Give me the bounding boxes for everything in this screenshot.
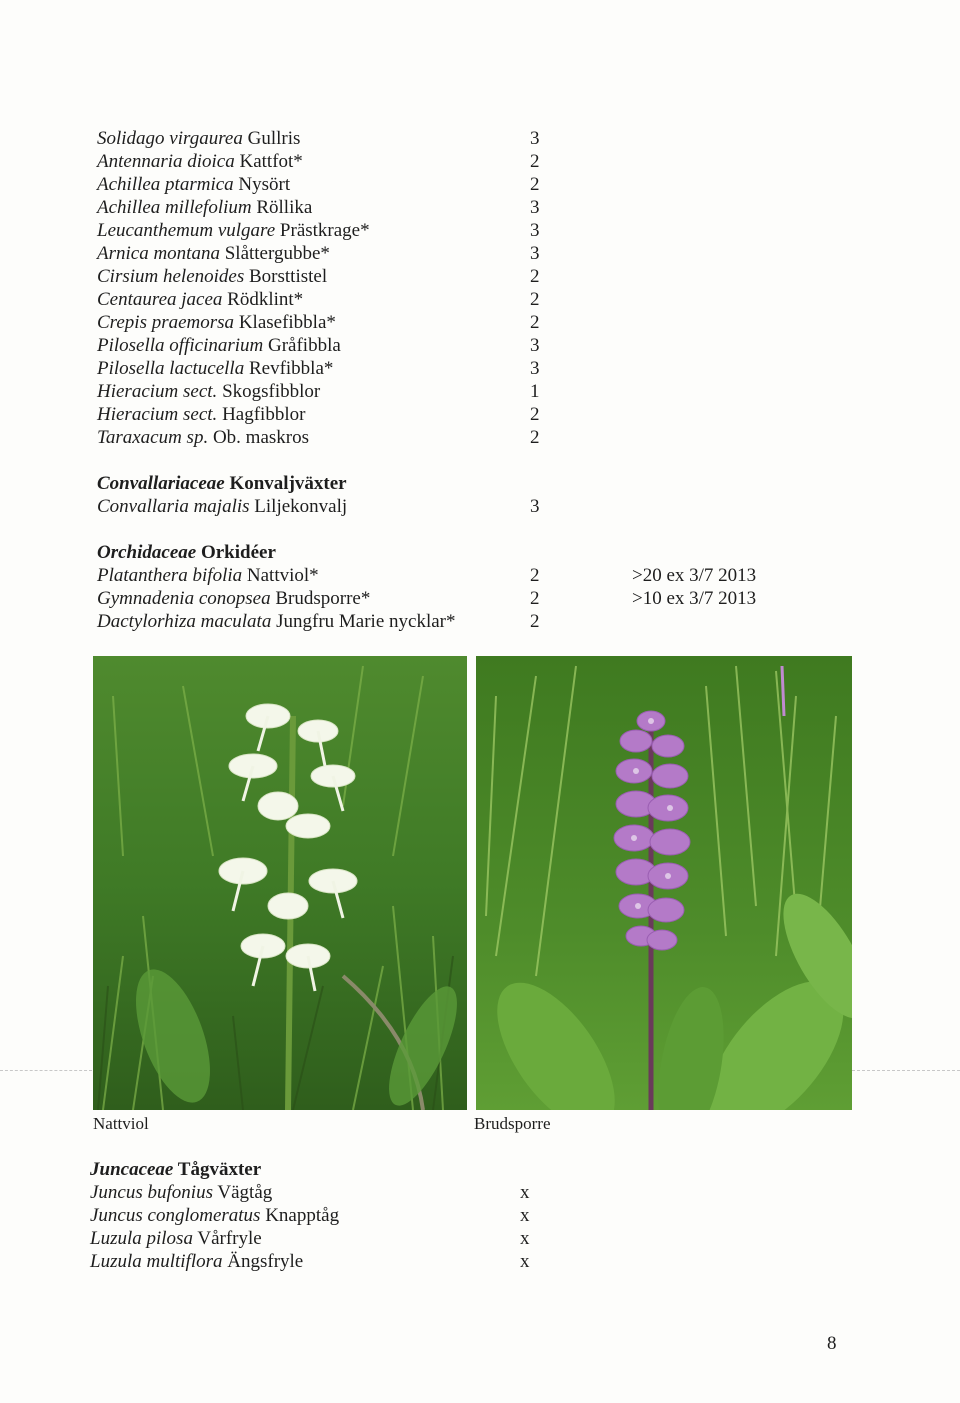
- scientific-name: Taraxacum sp.: [97, 427, 209, 448]
- common-name: Gullris: [247, 128, 301, 149]
- common-name: Vägtåg: [217, 1182, 273, 1203]
- species-row: [97, 380, 540, 403]
- observation-note: >20 ex 3/7 2013: [632, 565, 757, 586]
- common-name: Kattfot*: [239, 151, 303, 172]
- species-row: [97, 219, 540, 242]
- common-name: Borsttistel: [249, 266, 328, 287]
- common-name: Nysört: [238, 174, 291, 195]
- species-row: [97, 334, 540, 357]
- photo-caption-left: Nattviol: [93, 1114, 149, 1133]
- common-name: Brudsporre*: [275, 588, 371, 609]
- species-row: [97, 426, 540, 449]
- scientific-name: Platanthera bifolia: [97, 565, 243, 586]
- species-row: [97, 403, 540, 426]
- common-name: Röllika: [256, 197, 313, 218]
- scientific-name: Centaurea jacea: [97, 289, 223, 310]
- photo-caption-right: Brudsporre: [474, 1114, 551, 1133]
- photo-brudsporre: [476, 656, 852, 1110]
- scientific-name: Luzula multiflora: [90, 1251, 223, 1272]
- species-row: [97, 610, 540, 633]
- abundance-value: 2: [530, 611, 540, 632]
- family-heading-convallariaceae: [97, 472, 347, 495]
- family-heading-juncaceae: [90, 1158, 261, 1181]
- scientific-name: Hieracium sect.: [97, 381, 218, 402]
- abundance-value: x: [520, 1228, 530, 1249]
- scientific-name: Pilosella officinarium: [97, 335, 264, 356]
- species-row: [97, 150, 540, 173]
- species-row: [90, 1250, 530, 1273]
- species-row: [97, 173, 540, 196]
- common-name: Revfibbla*: [248, 358, 334, 379]
- scientific-name: Arnica montana: [97, 243, 220, 264]
- scientific-name: Pilosella lactucella: [97, 358, 245, 379]
- species-row: [90, 1204, 530, 1227]
- common-name: Nattviol*: [246, 565, 319, 586]
- scientific-name: Convallaria majalis: [97, 496, 250, 517]
- species-row: [97, 288, 540, 311]
- family-common-name: Tågväxter: [177, 1159, 262, 1180]
- scientific-name: Juncus bufonius: [90, 1182, 213, 1203]
- common-name: Ob. maskros: [212, 427, 310, 448]
- scan-mark: [852, 1070, 960, 1071]
- common-name: Hagfibblor: [222, 404, 306, 425]
- common-name: Rödklint*: [227, 289, 304, 310]
- species-row: [97, 311, 540, 334]
- abundance-value: 2: [530, 565, 540, 586]
- abundance-value: 3: [530, 358, 540, 379]
- scientific-name: Cirsium helenoides: [97, 266, 245, 287]
- common-name: Liljekonvalj: [254, 496, 348, 517]
- abundance-value: 3: [530, 220, 540, 241]
- common-name: Gråfibbla: [268, 335, 341, 356]
- scientific-name: Solidago virgaurea: [97, 128, 243, 149]
- scientific-name: Luzula pilosa: [90, 1228, 193, 1249]
- species-row: [97, 265, 540, 288]
- common-name: Jungfru Marie nycklar*: [276, 611, 456, 632]
- scientific-name: Gymnadenia conopsea: [97, 588, 271, 609]
- species-row: [90, 1227, 530, 1250]
- scientific-name: Juncus conglomeratus: [90, 1205, 261, 1226]
- species-row: [97, 196, 540, 219]
- scientific-name: Antennaria dioica: [97, 151, 235, 172]
- abundance-value: x: [520, 1205, 530, 1226]
- abundance-value: 3: [530, 496, 540, 517]
- species-row: [97, 495, 540, 518]
- scientific-name: Achillea millefolium: [97, 197, 252, 218]
- nattviol-illustration: [93, 656, 467, 1110]
- abundance-value: 2: [530, 266, 540, 287]
- abundance-value: 2: [530, 174, 540, 195]
- abundance-value: 3: [530, 335, 540, 356]
- abundance-value: 1: [530, 381, 540, 402]
- species-row: [97, 127, 540, 150]
- common-name: Slåttergubbe*: [224, 243, 330, 264]
- scan-mark: [0, 1070, 92, 1071]
- abundance-value: 2: [530, 289, 540, 310]
- abundance-value: 3: [530, 128, 540, 149]
- abundance-value: x: [520, 1182, 530, 1203]
- scientific-name: Leucanthemum vulgare: [97, 220, 276, 241]
- abundance-value: 3: [530, 197, 540, 218]
- common-name: Skogsfibblor: [222, 381, 321, 402]
- abundance-value: 2: [530, 427, 540, 448]
- page-number: 8: [827, 1333, 837, 1354]
- family-scientific-name: Convallariaceae: [97, 473, 225, 494]
- abundance-value: 2: [530, 588, 540, 609]
- species-row: [90, 1181, 530, 1204]
- family-scientific-name: Juncaceae: [90, 1159, 174, 1180]
- observation-note: >10 ex 3/7 2013: [632, 588, 757, 609]
- family-common-name: Konvaljväxter: [229, 473, 347, 494]
- species-row: [97, 564, 757, 587]
- abundance-value: 2: [530, 404, 540, 425]
- common-name: Ängsfryle: [227, 1251, 304, 1272]
- species-row: [97, 357, 540, 380]
- family-common-name: Orkidéer: [200, 542, 276, 563]
- photo-nattviol: [93, 656, 467, 1110]
- abundance-value: 2: [530, 312, 540, 333]
- scientific-name: Hieracium sect.: [97, 404, 218, 425]
- scientific-name: Crepis praemorsa: [97, 312, 235, 333]
- abundance-value: 3: [530, 243, 540, 264]
- abundance-value: 2: [530, 151, 540, 172]
- species-row: [97, 587, 757, 610]
- family-heading-orchidaceae: [97, 541, 276, 564]
- common-name: Klasefibbla*: [238, 312, 336, 333]
- common-name: Vårfryle: [197, 1228, 262, 1249]
- species-row: [97, 242, 540, 265]
- common-name: Knapptåg: [265, 1205, 340, 1226]
- common-name: Prästkrage*: [279, 220, 370, 241]
- scientific-name: Achillea ptarmica: [97, 174, 234, 195]
- brudsporre-illustration: [476, 656, 852, 1110]
- family-scientific-name: Orchidaceae: [97, 542, 197, 563]
- scientific-name: Dactylorhiza maculata: [97, 611, 272, 632]
- abundance-value: x: [520, 1251, 530, 1272]
